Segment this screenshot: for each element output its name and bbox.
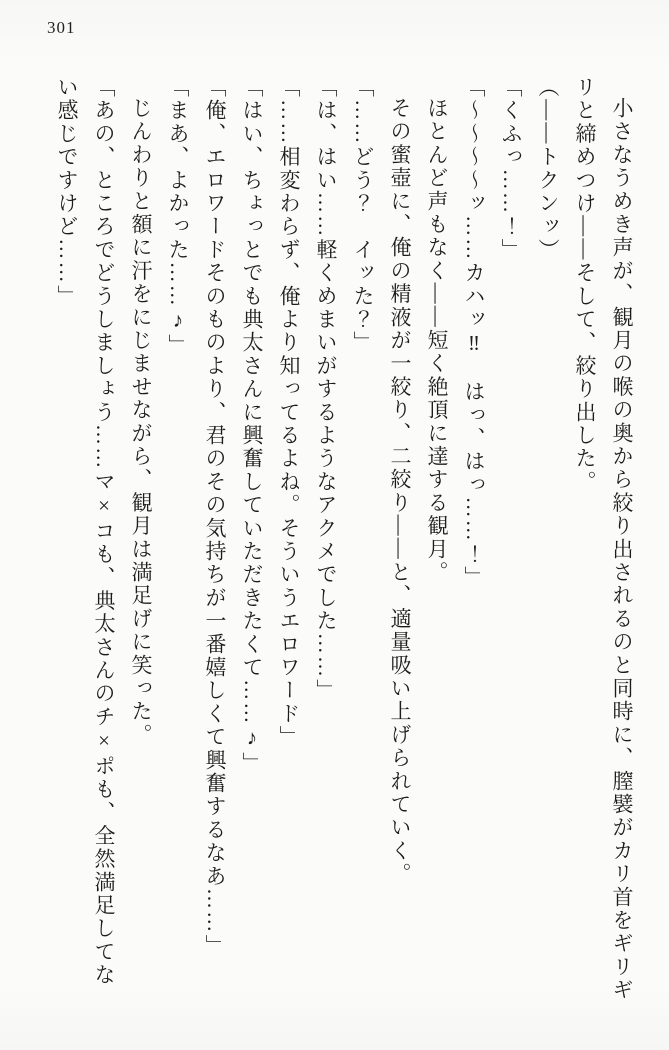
- paragraph-narration: ほとんど声もなく——短く絶頂に達する観月。: [425, 97, 449, 585]
- paragraph-narration: その蜜壺に、俺の精液が一絞り、二絞り——と、適量吸い上げられていく。: [388, 97, 412, 886]
- paragraph-dialogue: 「俺、エロワードそのものより、君のその気持ちが一番嬉しくて興奮するなあ……」: [203, 76, 227, 958]
- paragraph-narration: じんわりと額に汗をにじませながら、観月は満足げに笑った。: [129, 97, 153, 747]
- paragraph-dialogue: 「〜〜〜〜ッ……カハッ‼ はっ、はっ……！」: [462, 76, 486, 590]
- paragraph-dialogue: 「くふっ……！」: [499, 76, 523, 262]
- paragraph-dialogue: 「はい、ちょっとでも典太さんに興奮していただきたくて……♪」: [240, 76, 264, 775]
- paragraph-dialogue: 「……どう？ イッた？」: [351, 76, 375, 355]
- paragraph-dialogue: 「……相変わらず、俺より知ってるよね。そういうエロワード」: [277, 76, 301, 749]
- paragraph-dialogue: 「あの、ところでどうしましょう……マ×コも、典太さんのチ×ポも、全然満足してない感じですけど……」: [55, 76, 116, 987]
- paragraph-dialogue: 「まあ、よかった……♪」: [166, 76, 190, 358]
- paragraph-narration: 小さなうめき声が、観月の喉の奥から絞り出されるのと同時に、膣襞がカリ首をギリギリと締めつけ——そして、絞り出した。: [573, 76, 634, 1002]
- paragraph-dialogue: 「は、はい……軽くめまいがするようなアクメでした……」: [314, 76, 338, 703]
- novel-text-block: [36, 76, 640, 1008]
- paragraph-sfx: （——トクンッ）: [536, 76, 560, 262]
- page-number: 301: [47, 18, 76, 37]
